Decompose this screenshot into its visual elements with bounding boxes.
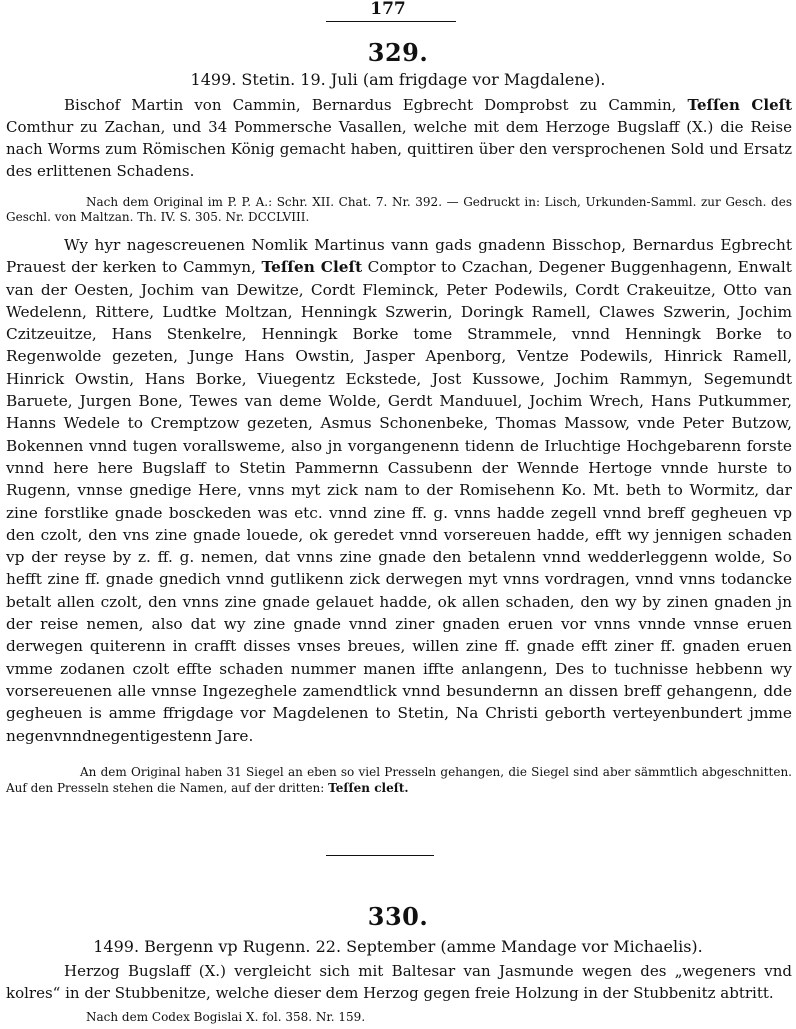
seal-note-text: An dem Original haben 31 Siegel an eben so viel Presseln gehangen, die Siegel sind aber sämmtlich abgeschnitten. Auf den Presseln stehen die Namen, auf der dritten: (6, 765, 792, 795)
regest-text-part: Herzog Bugslaff (X.) vergleicht sich mit Baltesar van Jasmunde wegen des „wegeners vnd kolres“ in der Stubbenitze, welche dieser dem Herzog gegen freie Holzung in der Stubbenitz abtritt. (6, 962, 792, 1002)
person-name-highlight: Teſſen cleſt. (328, 781, 409, 795)
document-text (6, 234, 792, 747)
person-name-highlight: Teſſen Cleſt (261, 258, 363, 277)
source-citation-text: Nach dem Original im P. P. A.: Schr. XII. Chat. 7. Nr. 392. — Gedruckt in: Lisch, Urkunden-Samml. zur Gesch. des Geschl. von Maltzan. Th. IV. S. 305. Nr. DCCLVIII. (6, 195, 792, 224)
document-regest (6, 960, 792, 1004)
source-citation-text: Nach dem Codex Bogislai X. fol. 358. Nr. 159. (86, 1010, 366, 1024)
regest-text-part: Comthur zu Zachan, und 34 Pommersche Vasallen, welche mit dem Herzoge Bugslaff (X.) die Reise nach Worms zum Römischen König gemacht haben, quittiren über den versprochenen Sold und Ersatz des erlittenen Schadens. (6, 118, 792, 180)
page-number: 177 (370, 0, 406, 19)
document-date-line: 1499. Stetin. 19. Juli (am frigdage vor Magdalene). (190, 70, 606, 89)
source-citation (6, 195, 792, 225)
section-separator (326, 855, 434, 856)
document-date-line: 1499. Bergenn vp Rugenn. 22. September (amme Mandage vor Michaelis). (93, 937, 703, 956)
document-regest (6, 94, 792, 182)
document-number: 329. (367, 38, 429, 67)
seal-note (6, 764, 792, 796)
person-name-highlight: Teſſen Cleſt (687, 96, 792, 114)
source-citation (6, 1010, 792, 1025)
document-number: 330. (367, 902, 429, 931)
regest-text-part: Bischof Martin von Cammin, Bernardus Egbrecht Domprobst zu Cammin, (64, 96, 677, 114)
document-text-part: Wy hyr nagescreuenen Nomlik Martinus vann gads gnadenn Bisschop, Bernardus Egbrecht Prauest der kerken to Cammyn, (6, 236, 792, 277)
document-text-part: Comptor to Czachan, Degener Buggenhagenn, Enwalt van der Oesten, Jochim van Dewitze, Cordt Fleminck, Peter Podewils, Cordt Crakeuitze, Otto van Wedelenn, Rittere, Ludtke Moltzan, Henningk Szwerin, Doringk Ramell, Clawes Szwerin, Jochim Czitzeuitze, Hans Stenkelre, Henningk Borke tome Strammele, vnnd Henningk Borke to Regenwolde gezeten, Junge Hans Owstin, Jasper Apenborg, Ventze Podewils, Hinrick Ramell, Hinrick Owstin, Hans Borke, Viuegentz Eckstede, Jost Kussowe, Jochim Rammyn, Segemundt Baruete, Jurgen Bone, Tewes van deme Wolde, Gerdt Manduuel, Jochim Wrech, Hans Putkummer, Hanns Wedele to Cremptzow gezeten, Asmus Schonenbeke, Thomas Massow, vnde Peter Butzow, Bokennen vnnd tugen vorallsweme, also jn vorgangenenn tidenn de Irluchtige Hochgebarenn forste vnnd here here Bugslaff to Stetin Pammernn Cassubenn der Wennde Hertoge vnnde hurste to Rugenn, vnnse gnedige Here, vnns myt zick nam to der Romisehenn Ko. Mt. beth to Wormitz, dar zine forstlike gnade bosckeden was etc. vnnd zine ff. g. vnns hadde zegell vnnd breff gegheuen vp den czolt, den vns zine gnade louede, ok geredet vnnd vorsereuen hadde, efft wy jennigen schaden vp der reyse by z. ff. g. nemen, dat vnns zine gnade den betalenn vnnd wedderleggenn wolde, So hefft zine ff. gnade gnedich vnnd gutlikenn zick derwegen myt vnns vordragen, vnnd vnns todancke betalt allen czolt, den vnns zine gnade gelauet hadde, ok allen schaden, den wy by zinen gnaden jn der reise nemen, also dat wy zine gnade vnnd ziner gnaden eruen vor vnns vnnde vnnse eruen derwegen quiterenn in crafft disses vnses breues, willen zine ff. gnade efft ziner ff. gnaden eruen vmme zodanen czolt effte schaden nummer manen iffte anlangenn, Des to tuchnisse hebbenn wy vorsereuenen alle vnnse Ingezeghele zamendtlick vnnd besundernn an dissen breff gehangenn, dde gegheuen is amme ffrigdage vor Magdelenen to Stetin, Na Christi geborth verteyenbundert jmme negenvnndnegentigestenn Jare. (6, 258, 792, 745)
header-rule (326, 21, 456, 22)
